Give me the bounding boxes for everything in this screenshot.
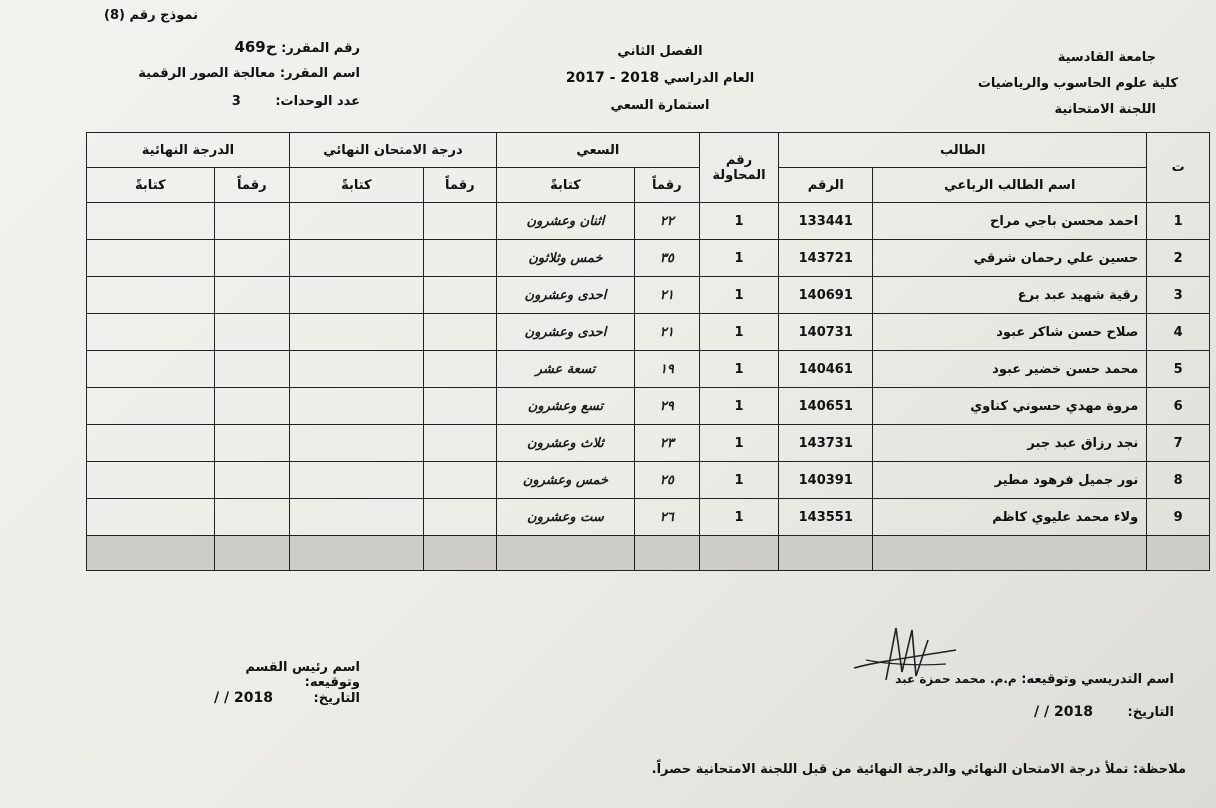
coursework-written: ثلاث وعشرون — [496, 425, 634, 462]
grades-table — [86, 132, 1210, 571]
student-id: 143721 — [779, 240, 873, 277]
exam-written — [289, 277, 423, 314]
final-written — [87, 314, 215, 351]
coursework-numeric: ٢٩ — [634, 388, 699, 425]
attempt-number: 1 — [699, 351, 778, 388]
student-name: مروة مهدي حسوني كناوي — [873, 388, 1147, 425]
lecturer-label: اسم التدريسي وتوقيعه: — [1021, 672, 1174, 687]
exam-written — [289, 462, 423, 499]
student-name: محمد حسن خضير عبود — [873, 351, 1147, 388]
final-numeric — [214, 314, 289, 351]
student-id: 133441 — [779, 203, 873, 240]
final-written — [87, 462, 215, 499]
empty-cell — [1147, 536, 1210, 571]
table-row — [87, 388, 1210, 425]
coursework-written: ست وعشرون — [496, 499, 634, 536]
table-row — [87, 499, 1210, 536]
exam-written — [289, 314, 423, 351]
form-number: نموذج رقم (8) — [104, 8, 198, 23]
lecturer-date-line — [980, 704, 1174, 720]
exam-numeric — [423, 462, 496, 499]
student-name: صلاح حسن شاكر عبود — [873, 314, 1147, 351]
student-name: نجد رزاق عبد جبر — [873, 425, 1147, 462]
empty-cell — [423, 536, 496, 571]
coursework-written: تسعة عشر — [496, 351, 634, 388]
committee: اللجنة الامتحانية — [1054, 102, 1156, 117]
header-coursework: السعي — [496, 133, 699, 168]
row-index: 5 — [1147, 351, 1210, 388]
exam-numeric — [423, 388, 496, 425]
coursework-numeric: ١٩ — [634, 351, 699, 388]
student-name: حسين علي رحمان شرقي — [873, 240, 1147, 277]
lecturer-line — [830, 672, 1174, 687]
student-id: 140651 — [779, 388, 873, 425]
empty-cell — [873, 536, 1147, 571]
exam-written — [289, 240, 423, 277]
header-final-exam: درجة الامتحان النهائي — [289, 133, 496, 168]
empty-cell — [699, 536, 778, 571]
head-date-label: التاريخ: — [313, 691, 360, 706]
exam-numeric — [423, 425, 496, 462]
header-student: الطالب — [779, 133, 1147, 168]
final-numeric — [214, 351, 289, 388]
header-cw-written: كتابةً — [496, 168, 634, 203]
student-name: احمد محسن باجي مراح — [873, 203, 1147, 240]
header-attempt: رقم المحاولة — [699, 133, 778, 203]
exam-numeric — [423, 314, 496, 351]
header-exam-written: كتابةً — [289, 168, 423, 203]
head-date: / / 2018 — [214, 690, 273, 706]
student-id: 140461 — [779, 351, 873, 388]
empty-cell — [214, 536, 289, 571]
row-index: 1 — [1147, 203, 1210, 240]
final-numeric — [214, 425, 289, 462]
year-value: 2017 - 2018 — [565, 70, 660, 86]
attempt-number: 1 — [699, 388, 778, 425]
exam-numeric — [423, 240, 496, 277]
attempt-number: 1 — [699, 240, 778, 277]
coursework-numeric: ٣٥ — [634, 240, 699, 277]
header-final-written: كتابةً — [87, 168, 215, 203]
final-numeric — [214, 499, 289, 536]
empty-cell — [496, 536, 634, 571]
exam-numeric — [423, 499, 496, 536]
coursework-numeric: ٢١ — [634, 314, 699, 351]
header-cw-numeric: رقماً — [634, 168, 699, 203]
empty-cell — [634, 536, 699, 571]
table-row — [87, 240, 1210, 277]
final-numeric — [214, 462, 289, 499]
final-numeric — [214, 277, 289, 314]
coursework-written: خمس وثلاثون — [496, 240, 634, 277]
final-written — [87, 388, 215, 425]
coursework-numeric: ٢١ — [634, 277, 699, 314]
attempt-number: 1 — [699, 499, 778, 536]
course-name-label: اسم المقرر: — [279, 66, 360, 81]
lecturer-name: م.م. محمد حمزة عبد — [895, 672, 1017, 686]
empty-cell — [779, 536, 873, 571]
attempt-number: 1 — [699, 203, 778, 240]
university: جامعة القادسية — [1057, 50, 1156, 65]
final-written — [87, 203, 215, 240]
exam-numeric — [423, 351, 496, 388]
attempt-number: 1 — [699, 425, 778, 462]
final-numeric — [214, 203, 289, 240]
exam-numeric — [423, 277, 496, 314]
student-id: 140691 — [779, 277, 873, 314]
row-index: 8 — [1147, 462, 1210, 499]
attempt-number: 1 — [699, 462, 778, 499]
year-label: العام الدراسي — [663, 71, 755, 86]
college: كلية علوم الحاسوب والرياضيات — [977, 76, 1178, 91]
exam-written — [289, 388, 423, 425]
student-name: رقية شهيد عبد برع — [873, 277, 1147, 314]
final-numeric — [214, 240, 289, 277]
footer-note: ملاحظة: تملأ درجة الامتحان النهائي والدرجة النهائية من قبل اللجنة الامتحانية حصراً. — [651, 762, 1186, 777]
row-index: 6 — [1147, 388, 1210, 425]
coursework-numeric: ٢٥ — [634, 462, 699, 499]
head-signature-label: اسم رئيس القسم وتوقيعه: — [245, 660, 360, 690]
header-final-grade: الدرجة النهائية — [87, 133, 290, 168]
table-row — [87, 462, 1210, 499]
empty-row — [87, 536, 1210, 571]
student-name: ولاء محمد عليوي كاظم — [873, 499, 1147, 536]
final-written — [87, 351, 215, 388]
course-name: معالجة الصور الرقمية — [138, 66, 276, 81]
units-value: 3 — [231, 94, 241, 109]
header-student-name: اسم الطالب الرباعي — [873, 168, 1147, 203]
empty-cell — [289, 536, 423, 571]
attempt-number: 1 — [699, 277, 778, 314]
exam-written — [289, 203, 423, 240]
attempt-number: 1 — [699, 314, 778, 351]
final-written — [87, 240, 215, 277]
table-row — [87, 277, 1210, 314]
header-final-numeric: رقماً — [214, 168, 289, 203]
table-row — [87, 314, 1210, 351]
lecturer-date: / / 2018 — [1034, 704, 1093, 720]
final-written — [87, 425, 215, 462]
course-number-label: رقم المقرر: — [281, 41, 360, 56]
row-index: 2 — [1147, 240, 1210, 277]
lecturer-date-label: التاريخ: — [1127, 705, 1174, 720]
coursework-numeric: ٢٢ — [634, 203, 699, 240]
student-id: 140731 — [779, 314, 873, 351]
coursework-written: اثنان وعشرون — [496, 203, 634, 240]
final-written — [87, 277, 215, 314]
header-student-id: الرقم — [779, 168, 873, 203]
units-label: عدد الوحدات: — [275, 94, 360, 109]
row-index: 4 — [1147, 314, 1210, 351]
course-number: ح469 — [234, 38, 277, 56]
exam-written — [289, 351, 423, 388]
academic-year-line — [560, 70, 760, 86]
coursework-written: تسع وعشرون — [496, 388, 634, 425]
empty-cell — [87, 536, 215, 571]
table-row — [87, 203, 1210, 240]
row-index: 3 — [1147, 277, 1210, 314]
table-row — [87, 425, 1210, 462]
student-id: 140391 — [779, 462, 873, 499]
exam-written — [289, 499, 423, 536]
form-title: استمارة السعي — [610, 98, 710, 113]
table-row — [87, 351, 1210, 388]
row-index: 7 — [1147, 425, 1210, 462]
coursework-written: خمس وعشرون — [496, 462, 634, 499]
final-written — [87, 499, 215, 536]
coursework-numeric: ٢٣ — [634, 425, 699, 462]
row-index: 9 — [1147, 499, 1210, 536]
course-name-line — [130, 66, 360, 81]
student-id: 143731 — [779, 425, 873, 462]
coursework-written: احدى وعشرون — [496, 277, 634, 314]
student-name: نور جميل فرهود مطير — [873, 462, 1147, 499]
course-number-line — [150, 38, 360, 56]
head-date-line — [180, 690, 360, 706]
semester: الفصل الثاني — [617, 44, 703, 59]
coursework-written: احدى وعشرون — [496, 314, 634, 351]
units-line — [150, 94, 360, 109]
header-exam-numeric: رقماً — [423, 168, 496, 203]
coursework-numeric: ٢٦ — [634, 499, 699, 536]
student-id: 143551 — [779, 499, 873, 536]
exam-written — [289, 425, 423, 462]
exam-numeric — [423, 203, 496, 240]
final-numeric — [214, 388, 289, 425]
header-index: ت — [1147, 133, 1210, 203]
